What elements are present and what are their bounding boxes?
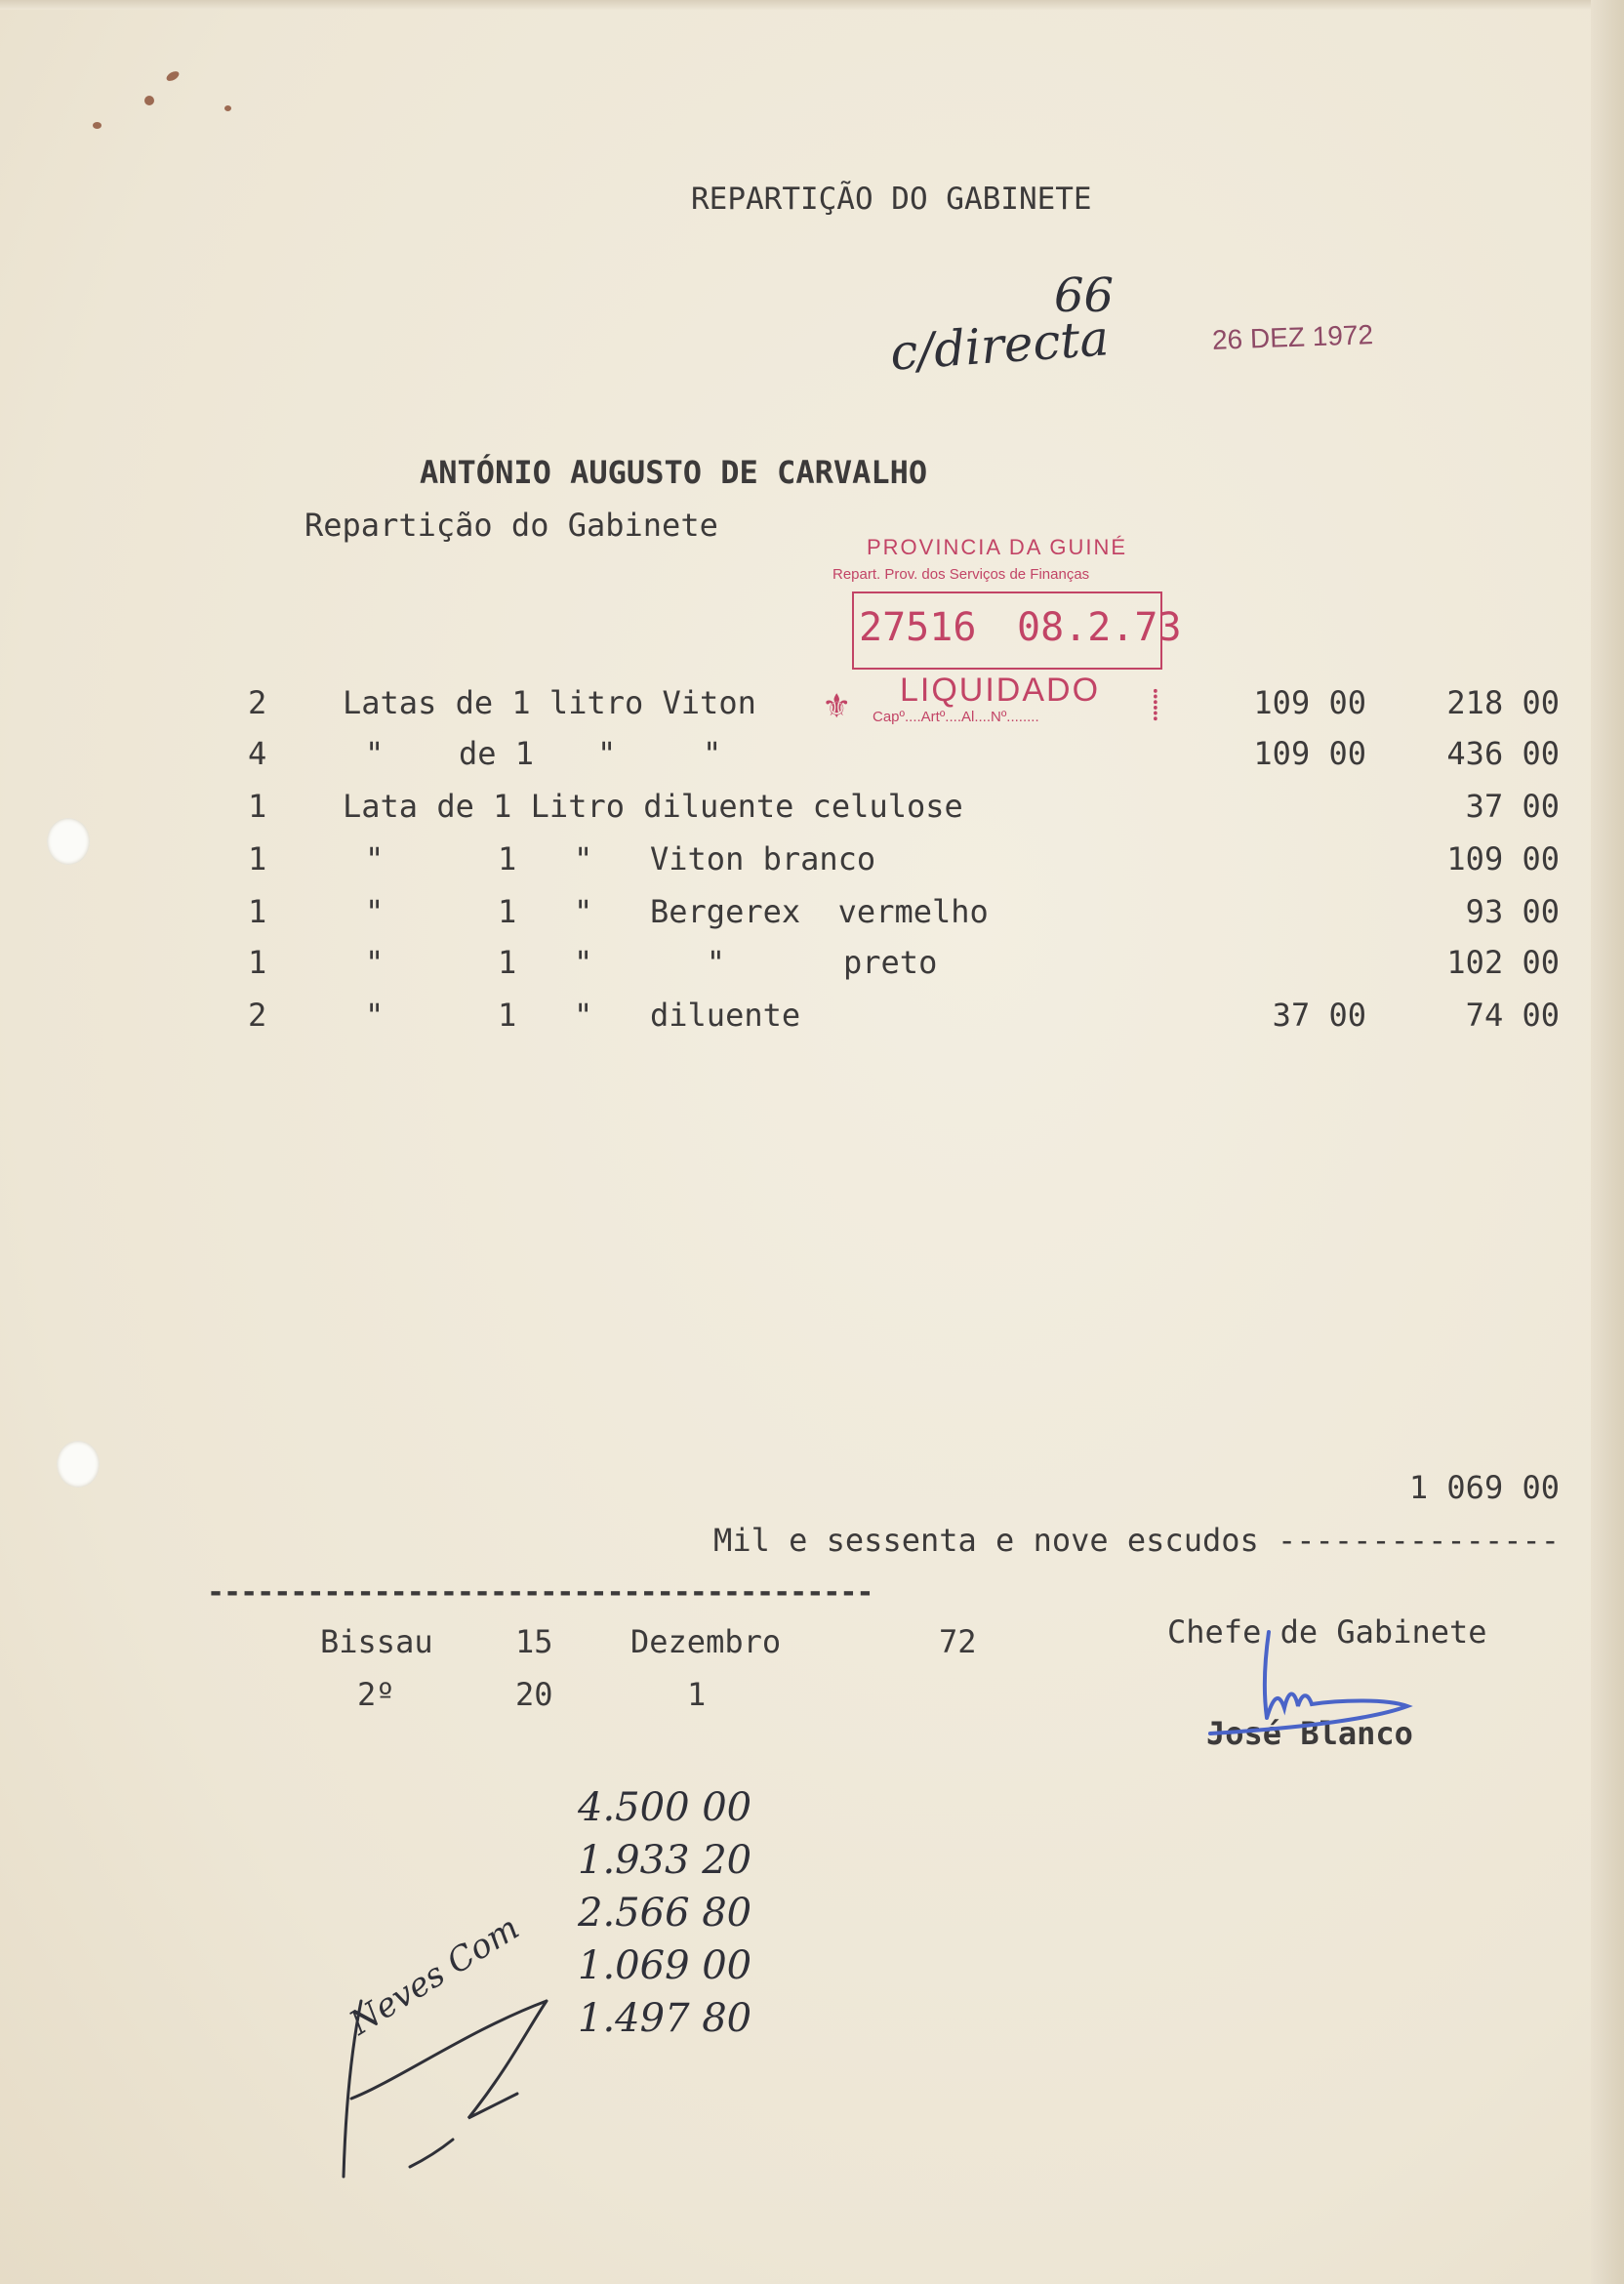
addressee-department: Repartição do Gabinete <box>304 507 718 544</box>
item-qty: 1 <box>248 944 267 981</box>
day: 15 <box>515 1623 553 1660</box>
item-total: 93 00 <box>1465 893 1560 930</box>
code-c: 1 <box>687 1676 707 1713</box>
item-qty: 4 <box>248 735 267 772</box>
item-ditto: " <box>597 735 617 772</box>
item-qty: 2 <box>248 684 267 721</box>
stamp-emblem-icon: ⚜ <box>822 688 852 725</box>
item-size: 1 <box>498 840 517 877</box>
item-description: Lata de 1 Litro diluente celulose <box>343 788 963 825</box>
stamp-status: LIQUIDADO <box>900 672 1101 709</box>
handwritten-bracket <box>322 1972 576 2196</box>
separator-line: ---------------------------------------- <box>207 1575 873 1610</box>
item-qty: 2 <box>248 997 267 1034</box>
item-ditto: " <box>574 944 593 981</box>
stamp-number: 27516 <box>859 605 977 650</box>
handwritten-signoff: Neves Com <box>343 1908 527 2044</box>
item-ditto: " <box>365 735 385 772</box>
signature-scribble <box>1191 1620 1425 1747</box>
page-top-edge <box>0 0 1624 10</box>
item-ditto: " <box>574 997 593 1034</box>
calc-line: 4.500 00 <box>578 1785 752 1830</box>
calc-line: 1.933 20 <box>578 1838 752 1883</box>
item-qty: 1 <box>248 788 267 825</box>
item-ditto: " <box>574 893 593 930</box>
item-total: 436 00 <box>1446 735 1560 772</box>
item-total: 37 00 <box>1465 788 1560 825</box>
item-ditto: " <box>365 840 385 877</box>
item-size: 1 <box>498 944 517 981</box>
code-a: 2º <box>357 1676 395 1713</box>
stamp-date: 08.2.73 <box>1017 605 1182 650</box>
handwritten-note: c/directa <box>888 309 1111 382</box>
addressee-name: ANTÓNIO AUGUSTO DE CARVALHO <box>420 454 928 491</box>
date-stamp: 26 DEZ 1972 <box>1211 319 1374 355</box>
stamp-mark-icon: ⸽ <box>1152 689 1159 721</box>
code-b: 20 <box>515 1676 553 1713</box>
item-description: diluente <box>650 997 801 1034</box>
item-description: Viton branco <box>650 840 876 877</box>
stamp-reference: Capº....Artº....Al....Nº........ <box>873 709 1039 725</box>
item-qty: 1 <box>248 893 267 930</box>
item-unit-price: 109 00 <box>1253 735 1366 772</box>
stamp-department: Repart. Prov. dos Serviços de Finanças <box>832 566 1090 583</box>
item-ditto: " <box>365 893 385 930</box>
signature-title: Chefe de Gabinete <box>1167 1613 1487 1651</box>
item-total: 109 00 <box>1446 840 1560 877</box>
item-unit-price: 109 00 <box>1253 684 1366 721</box>
item-total: 218 00 <box>1446 684 1560 721</box>
item-size: 1 <box>498 997 517 1034</box>
stain <box>224 105 231 111</box>
punch-hole <box>57 1441 100 1488</box>
calc-line: 2.566 80 <box>578 1891 752 1936</box>
signature-name: José Blanco <box>1206 1715 1413 1752</box>
stain <box>144 96 154 105</box>
item-total: 74 00 <box>1465 997 1560 1034</box>
city: Bissau <box>320 1623 433 1660</box>
item-size: 1 <box>498 893 517 930</box>
grand-total: 1 069 00 <box>1408 1469 1560 1506</box>
stamp-province: PROVINCIA DA GUINÉ <box>867 535 1128 559</box>
stain <box>93 122 102 129</box>
calc-line: 1.497 80 <box>578 1996 752 2041</box>
handwritten-number: 66 <box>1054 268 1115 323</box>
item-description: Bergerex vermelho <box>650 893 989 930</box>
item-description: preto <box>843 944 938 981</box>
page-title: REPARTIÇÃO DO GABINETE <box>691 182 1092 217</box>
item-ditto: " <box>365 997 385 1034</box>
item-unit-price: 37 00 <box>1272 997 1366 1034</box>
item-total: 102 00 <box>1446 944 1560 981</box>
total-in-words: Mil e sessenta e nove escudos --------------- <box>713 1522 1560 1559</box>
year: 72 <box>939 1623 977 1660</box>
month: Dezembro <box>630 1623 782 1660</box>
item-description: Latas de 1 litro Viton <box>343 684 756 721</box>
calc-line: 1.069 00 <box>578 1943 752 1988</box>
page-right-edge <box>1591 0 1624 2284</box>
item-ditto: " <box>703 735 722 772</box>
item-ditto: " <box>365 944 385 981</box>
item-ditto: " <box>574 840 593 877</box>
item-qty: 1 <box>248 840 267 877</box>
item-size: de 1 <box>459 735 535 772</box>
punch-hole <box>47 818 90 865</box>
item-ditto: " <box>650 944 726 981</box>
